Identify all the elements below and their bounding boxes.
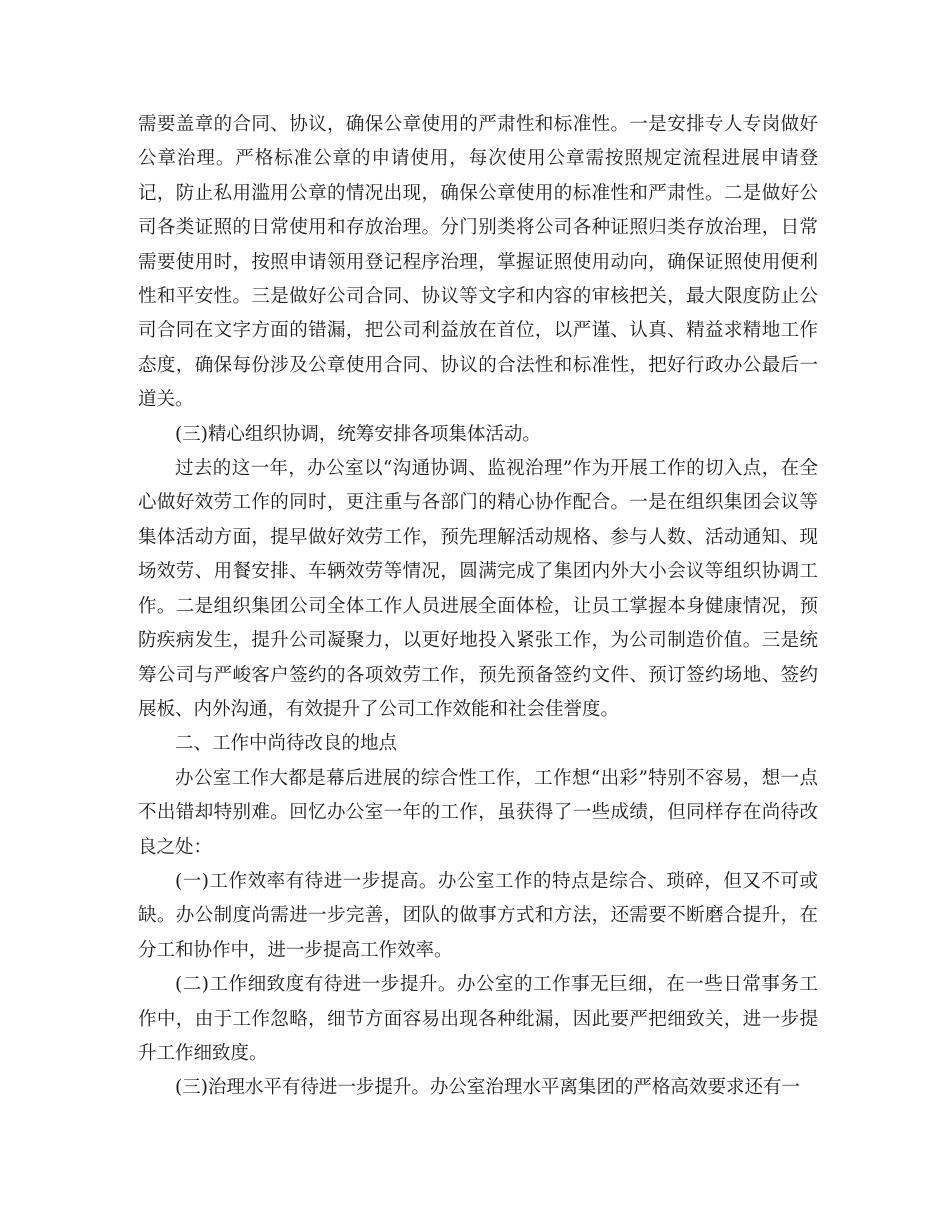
paragraph-detail: (二)工作细致度有待进一步提升。办公室的工作事无巨细，在一些日常事务工作中，由于工作忽略，细节方面容易出现各种纰漏，因此要严把细致关，进一步提升工作细致度。 — [138, 974, 818, 1064]
document-body — [138, 108, 818, 1106]
paragraph-efficiency: (一)工作效率有待进一步提高。办公室工作的特点是综合、琐碎，但又不可或缺。办公制度尚需进一步完善，团队的做事方式和方法，还需要不断磨合提升，在分工和协作中，进一步提高工作效率。 — [138, 870, 818, 961]
section-heading-coordination: (三)精心组织协调，统筹安排各项集体活动。 — [175, 423, 541, 445]
paragraph-improvements-intro: 办公室工作大都是幕后进展的综合性工作，工作想“出彩”特别不容易，想一点不出错却特别难。回忆办公室一年的工作，虽获得了一些成绩，但同样存在尚待改良之处： — [138, 767, 818, 858]
paragraph-coordination: 过去的这一年，办公室以“沟通协调、监视治理”作为开展工作的切入点，在全心做好效劳工作的同时，更注重与各部门的精心协作配合。一是在组织集团会议等集体活动方面，提早做好效劳工作，预先理解活动规格、参与人数、活动通知、现场效劳、用餐安排、车辆效劳等情况，圆满完成了集团内外大小会议等组织协调工作。二是组织集团公司全体工作人员进展全面体检，让员工掌握本身健康情况，预防疾病发生，提升公司凝聚力，以更好地投入紧张工作，为公司制造价值。三是统筹公司与严峻客户签约的各项效劳工作，预先预备签约文件、预订签约场地、签约展板、内外沟通，有效提升了公司工作效能和社会佳誉度。 — [138, 458, 818, 720]
section-heading-improvements: 二、工作中尚待改良的地点 — [175, 733, 398, 755]
paragraph-management-level: (三)治理水平有待进一步提升。办公室治理水平离集团的严格高效要求还有一 — [175, 1077, 800, 1099]
paragraph-seal-management: 需要盖章的合同、协议，确保公章使用的严肃性和标准性。一是安排专人专岗做好公章治理。严格标准公章的申请使用，每次使用公章需按照规定流程进展申请登记，防止私用滥用公章的情况出现，确保公章使用的标准性和严肃性。二是做好公司各类证照的日常使用和存放治理。分门别类将公司各种证照归类存放治理，日常需要使用时，按照申请领用登记程序治理，掌握证照使用动向，确保证照使用便利性和平安性。三是做好公司合同、协议等文字和内容的审核把关，最大限度防止公司合同在文字方面的错漏，把公司利益放在首位，以严谨、认真、精益求精地工作态度，确保每份涉及公章使用合同、协议的合法性和标准性，把好行政办公最后一道关。 — [138, 114, 818, 411]
